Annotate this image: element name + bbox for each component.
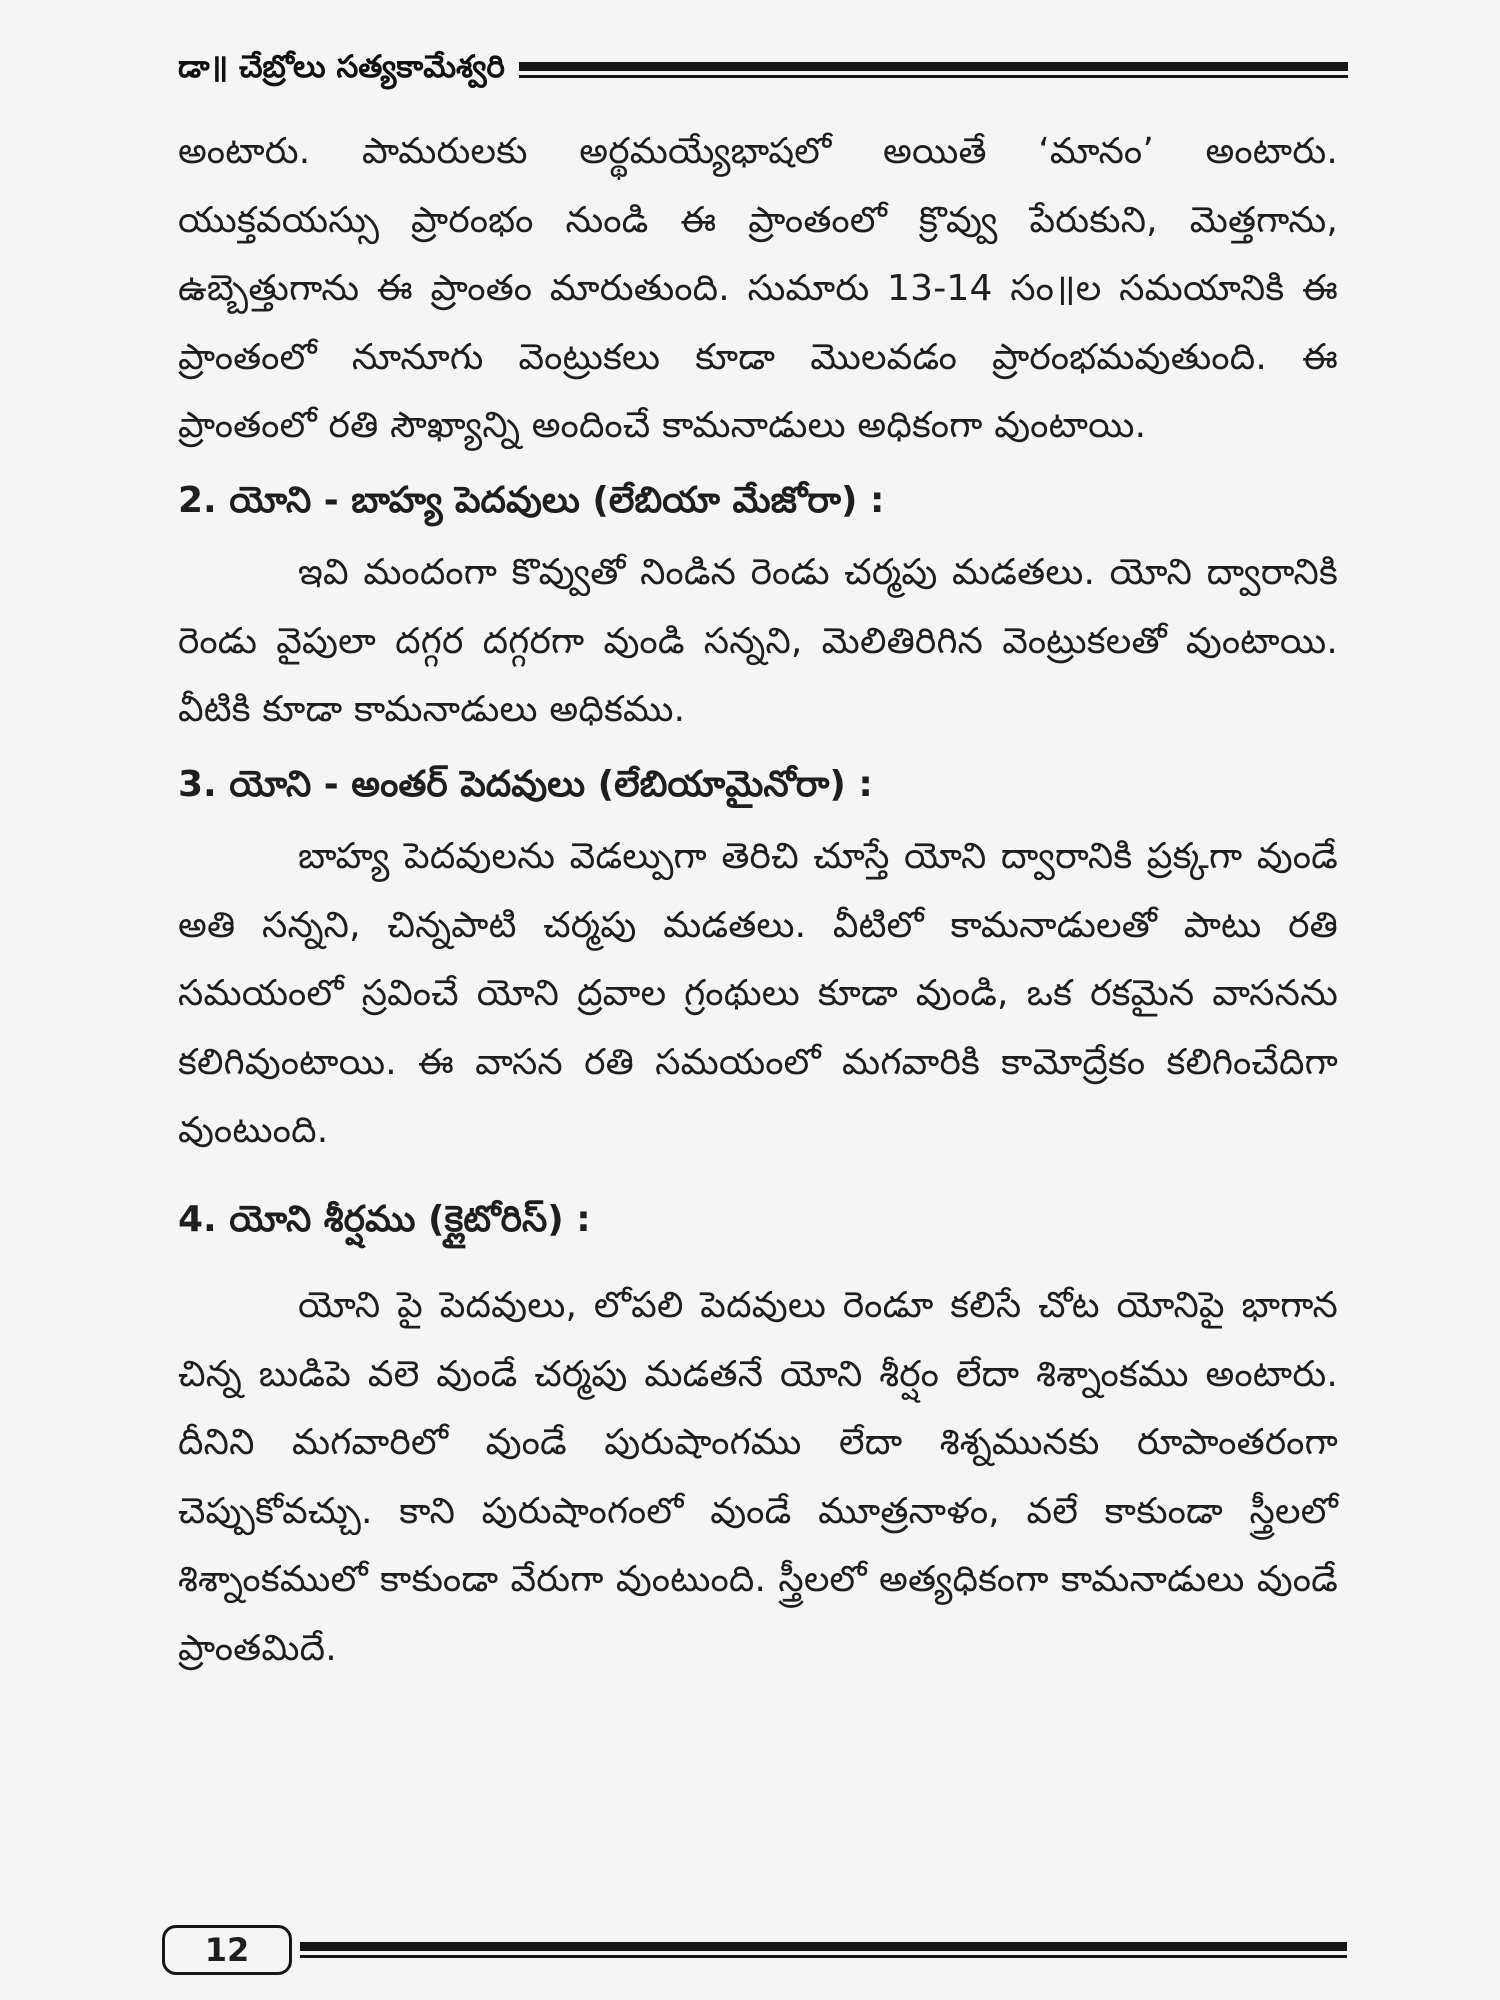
footer-rule-lines (300, 1933, 1347, 1967)
page-number: 12 (162, 1925, 292, 1975)
running-header (178, 42, 1348, 98)
page-footer (162, 1920, 1347, 1980)
author-name: డా॥ చేబ్రోలు సత్యకామేశ్వరి (178, 48, 505, 85)
footer-rule-thick (300, 1942, 1347, 1951)
spacer (178, 1166, 1338, 1180)
footer-rule-thin (300, 1955, 1347, 1958)
header-rule-thin (519, 75, 1348, 78)
section-heading-4: 4. యోని శీర్షము (క్లైటోరిస్) : (178, 1198, 591, 1240)
paragraph-section-3: బాహ్య పెదవులను వెడల్పుగా తెరిచి చూస్తే యోని ద్వారానికి ప్రక్కగా వుండే అతి సన్నని, చిన్నపాటి చర్మపు మడతలు. వీటిలో కామనాడులతో పాటు రతి సమయంలో స్రవించే యోని ద్రవాల గ్రంథులు కూడా వుండి, ఒక రకమైన వాసనను కలిగివుంటాయి. ఈ వాసన రతి సమయంలో మగవారికి కామోద్రేకం కలిగించేదిగా వుంటుంది. (178, 836, 1338, 1151)
header-rule-thick (519, 62, 1348, 71)
spacer (178, 1258, 1338, 1272)
section-heading-3: 3. యోని - అంతర్ పెదవులు (లేబియామైనోరా) : (178, 763, 873, 805)
paragraph-intro: అంటారు. పామరులకు అర్థమయ్యేభాషలో అయితే ‘మానం’ అంటారు. యుక్తవయస్సు ప్రారంభం నుండి ఈ ప్రాంతంలో క్రొవ్వు పేరుకుని, మెత్తగాను, ఉబ్బెత్తుగాను ఈ ప్రాంతం మారుతుంది. సుమారు 13-14 సం॥ల సమయానికి ఈ ప్రాంతంలో నూనూగు వెంట్రుకలు కూడా మొలవడం ప్రారంభమవుతుంది. ఈ ప్రాంతంలో రతి సౌఖ్యాన్ని అందించే కామనాడులు అధికంగా వుంటాయి. (178, 131, 1338, 446)
paragraph-section-4: యోని పై పెదవులు, లోపలి పెదవులు రెండూ కలిసే చోట యోనిపై భాగాన చిన్న బుడిపె వలె వుండే చర్మపు మడతనే యోని శీర్షం లేదా శిశ్నాంకము అంటారు. దీనిని మగవారిలో వుండే పురుషాంగము లేదా శిశ్నమునకు రూపాంతరంగా చెప్పుకోవచ్చు. కాని పురుషాంగంలో వుండే మూత్రనాళం, వలే కాకుండా స్త్రీలలో శిశ్నాంకములో కాకుండా వేరుగా వుంటుంది. స్త్రీలలో అత్యధికంగా కామనాడులు వుండే ప్రాంతమిదే. (178, 1285, 1338, 1669)
section-heading-2: 2. యోని - బాహ్య పెదవులు (లేబియా మేజోరా) : (178, 479, 885, 521)
header-rule-lines (519, 53, 1348, 87)
page-body (178, 118, 1338, 1683)
paragraph-section-2: ఇవి మందంగా కొవ్వుతో నిండిన రెండు చర్మపు మడతలు. యోని ద్వారానికి రెండు వైపులా దగ్గర దగ్గరగా వుండి సన్నని, మెలితిరిగిన వెంట్రుకలతో వుంటాయి. వీటికి కూడా కామనాడులు అధికము. (178, 552, 1338, 730)
